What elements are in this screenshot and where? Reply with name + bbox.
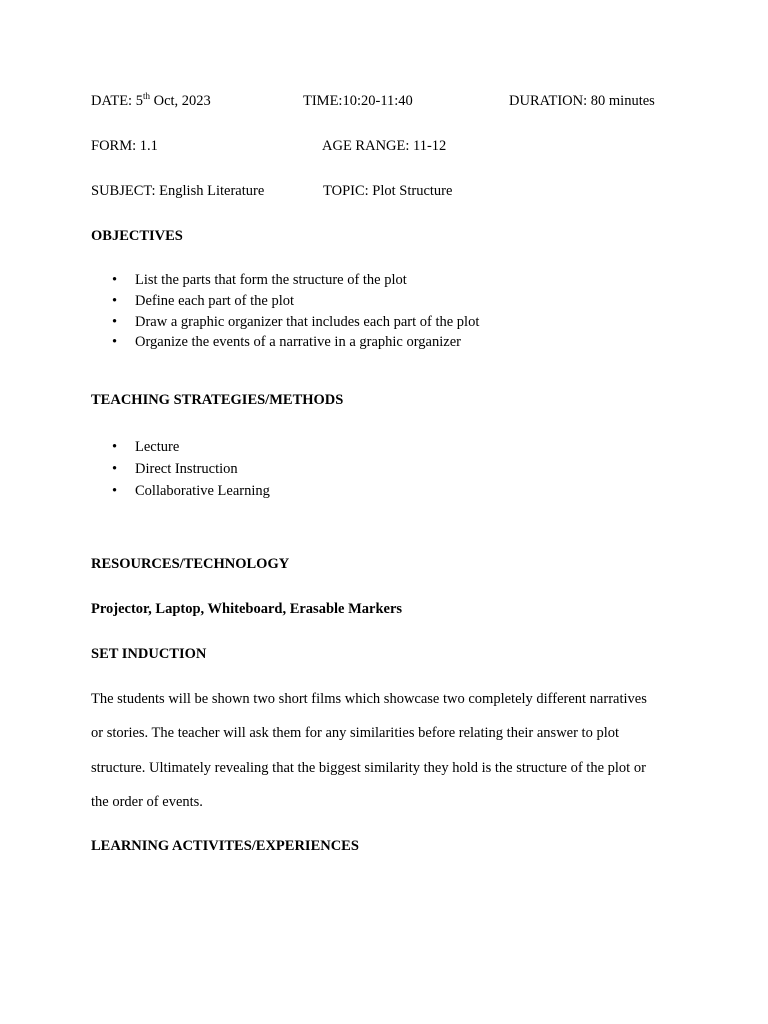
list-item: [112, 458, 270, 480]
resources-heading: RESOURCES/TECHNOLOGY: [91, 556, 290, 572]
objectives-list: [112, 270, 479, 353]
set-induction-line-3: structure. Ultimately revealing that the biggest similarity they hold is the structure of the plot or: [91, 760, 646, 776]
list-item: [112, 270, 479, 291]
set-induction-line-1: The students will be shown two short films which showcase two completely different narratives: [91, 691, 647, 707]
duration-field: DURATION: 80 minutes: [509, 93, 655, 109]
form-field: FORM: 1.1: [91, 138, 158, 154]
set-induction-heading: SET INDUCTION: [91, 646, 207, 662]
strategies-heading: TEACHING STRATEGIES/METHODS: [91, 392, 344, 408]
resources-list: Projector, Laptop, Whiteboard, Erasable Markers: [91, 601, 403, 617]
bullet-icon: •: [112, 272, 118, 288]
list-item-text: Define each part of the plot: [135, 292, 295, 309]
date-rest: Oct, 2023: [149, 93, 211, 109]
date-field: [91, 92, 211, 110]
bullet-icon: •: [112, 292, 118, 309]
bullet-icon: •: [112, 313, 118, 330]
list-item: [112, 312, 479, 333]
subject-field: SUBJECT: English Literature: [91, 183, 265, 199]
list-item-text: Collaborative Learning: [135, 483, 270, 499]
list-item: [112, 291, 479, 312]
list-item-text: Direct Instruction: [135, 461, 238, 477]
list-item-text: Organize the events of a narrative in a graphic organizer: [135, 334, 461, 351]
learning-heading: LEARNING ACTIVITES/EXPERIENCES: [91, 838, 359, 854]
strategies-list: [112, 436, 270, 502]
date-superscript: th: [142, 91, 150, 102]
list-item: [112, 480, 270, 502]
objectives-heading: OBJECTIVES: [91, 228, 183, 244]
bullet-icon: •: [112, 334, 118, 351]
time-field: TIME:10:20-11:40: [303, 93, 413, 109]
date-label: DATE: 5: [91, 93, 143, 109]
topic-field: TOPIC: Plot Structure: [323, 183, 453, 199]
bullet-icon: •: [112, 461, 118, 477]
list-item: [112, 332, 479, 353]
bullet-icon: •: [112, 483, 118, 499]
age-range-field: AGE RANGE: 11-12: [322, 138, 447, 154]
set-induction-line-2: or stories. The teacher will ask them for any similarities before relating their answer to plot: [91, 725, 620, 741]
bullet-icon: •: [112, 439, 118, 455]
list-item: [112, 436, 270, 458]
list-item-text: Draw a graphic organizer that includes each part of the plot: [135, 313, 480, 330]
list-item-text: List the parts that form the structure of the plot: [135, 272, 407, 288]
set-induction-line-4: the order of events.: [91, 794, 203, 810]
list-item-text: Lecture: [135, 439, 180, 455]
